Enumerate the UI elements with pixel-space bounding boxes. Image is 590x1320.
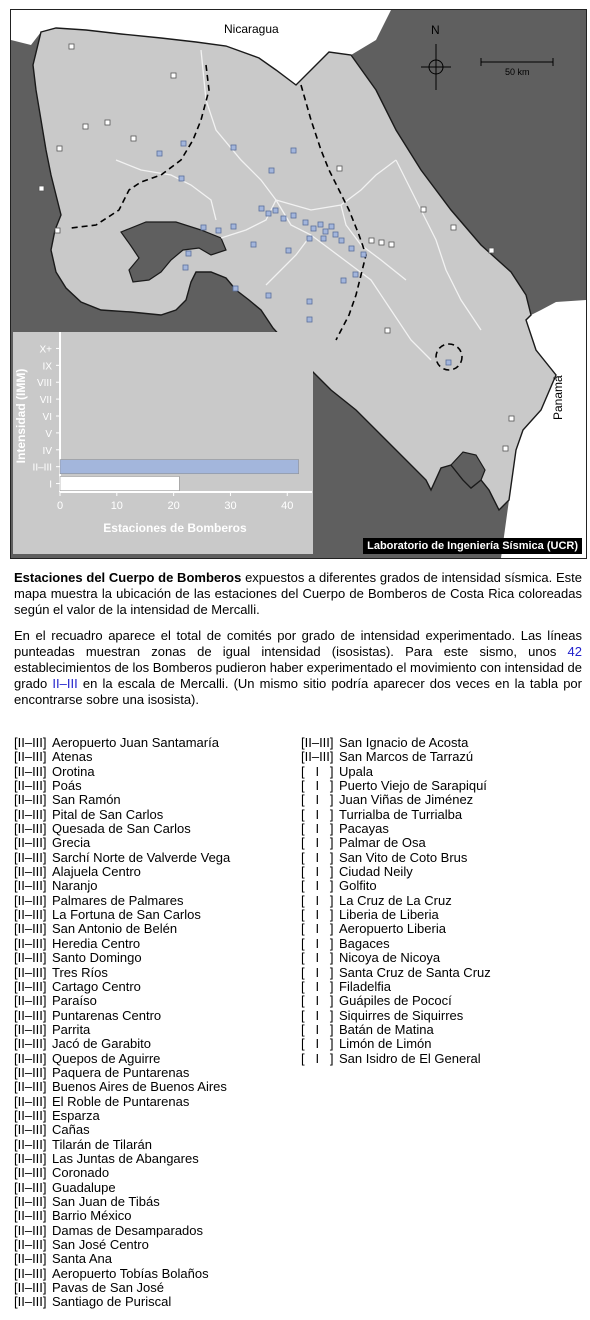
caption-title: Estaciones del Cuerpo de Bomberos [14, 570, 242, 585]
station-marker [379, 240, 384, 245]
intensity-level: [II–III] [14, 1093, 47, 1109]
list-item [14, 750, 230, 764]
intensity-level: [ I ] [301, 1007, 334, 1023]
bar-II–III [60, 460, 299, 474]
station-list-left [14, 736, 230, 1310]
list-item [301, 894, 491, 908]
list-item [14, 1166, 230, 1180]
list-item [14, 1095, 230, 1109]
list-item [301, 1023, 491, 1037]
station-marker [311, 226, 316, 231]
station-name: Juan Viñas de Jiménez [339, 792, 474, 808]
intensity-level: [ I ] [301, 778, 334, 794]
intensity-level: [II–III] [301, 735, 334, 750]
intensity-level: [II–III] [14, 1165, 47, 1181]
station-name: La Fortuna de San Carlos [52, 907, 201, 923]
intensity-level: [II–III] [14, 907, 47, 923]
station-marker [286, 248, 291, 253]
station-marker [181, 141, 186, 146]
station-marker [341, 278, 346, 283]
station-name: Buenos Aires de Buenos Aires [52, 1079, 227, 1095]
intensity-level: [ I ] [301, 935, 334, 951]
x-tick-label: 20 [167, 500, 180, 512]
list-item [301, 980, 491, 994]
caption-text-2a: En el recuadro aparece el total de comités por grado de intensidad experimentado. Las líneas punteadas muestran zonas de igual intensidad (isosistas). Para este sismo, unos [14, 628, 582, 659]
scale-bar [481, 58, 553, 66]
list-item [301, 822, 491, 836]
list-item [14, 1281, 230, 1295]
station-marker [291, 213, 296, 218]
station-marker [201, 225, 206, 230]
intensity-level: [II–III] [14, 950, 47, 966]
station-name: Turrialba de Turrialba [339, 806, 463, 822]
station-marker [329, 224, 334, 229]
station-name: Santo Domingo [52, 950, 142, 966]
intensity-level: [II–III] [14, 892, 47, 908]
intensity-level: [II–III] [14, 993, 47, 1009]
list-item [301, 808, 491, 822]
intensity-level: [ I ] [301, 792, 334, 808]
list-item [14, 908, 230, 922]
north-label: N [431, 23, 440, 37]
intensity-level: [ I ] [301, 950, 334, 966]
intensity-level: [II–III] [14, 749, 47, 765]
list-item [14, 736, 230, 750]
station-name: Quepos de Aguirre [52, 1050, 161, 1066]
list-item [14, 1152, 230, 1166]
y-tick-label: X+ [39, 344, 52, 356]
station-name: Paquera de Puntarenas [52, 1064, 190, 1080]
intensity-level: [II–III] [14, 978, 47, 994]
station-marker [307, 317, 312, 322]
map-credit: Laboratorio de Ingeniería Sísmica (UCR) [363, 538, 582, 554]
station-name: Poás [52, 778, 82, 794]
list-item [14, 1037, 230, 1051]
list-item [14, 1181, 230, 1195]
scale-label: 50 km [505, 67, 530, 77]
panama-label: Panamá [551, 375, 565, 420]
station-marker [69, 44, 74, 49]
station-name: Upala [339, 763, 373, 779]
intensity-level: [II–III] [14, 1280, 47, 1296]
intensity-level: [ I ] [301, 907, 334, 923]
intensity-level: [II–III] [14, 1122, 47, 1138]
station-marker [321, 236, 326, 241]
station-name: Puntarenas Centro [52, 1007, 162, 1023]
station-marker [131, 136, 136, 141]
station-name: Guadalupe [52, 1179, 116, 1195]
station-name: Paraíso [52, 993, 97, 1009]
station-marker [489, 248, 494, 253]
station-marker [385, 328, 390, 333]
station-name: Las Juntas de Abangares [52, 1150, 199, 1166]
north-arrow-icon [421, 44, 451, 90]
station-marker [509, 416, 514, 421]
list-item [14, 1252, 230, 1266]
station-name: Liberia de Liberia [339, 907, 439, 923]
intensity-level: [II–III] [14, 1079, 47, 1095]
station-name: Palmar de Osa [339, 835, 426, 851]
intensity-level: [ I ] [301, 763, 334, 779]
list-item [301, 994, 491, 1008]
list-item [14, 1009, 230, 1023]
list-item [14, 966, 230, 980]
list-item [301, 750, 491, 764]
intensity-level: [II–III] [14, 878, 47, 894]
list-item [14, 1138, 230, 1152]
station-marker [273, 208, 278, 213]
station-marker [259, 206, 264, 211]
nicaragua-label: Nicaragua [224, 22, 279, 36]
station-marker [323, 229, 328, 234]
list-item [14, 836, 230, 850]
station-marker [303, 220, 308, 225]
list-item [301, 1009, 491, 1023]
station-name: San José Centro [52, 1237, 149, 1253]
station-name: Aeropuerto Liberia [339, 921, 446, 937]
station-name: Parrita [52, 1021, 91, 1037]
station-name: Batán de Matina [339, 1021, 434, 1037]
list-item [14, 793, 230, 807]
station-marker [389, 242, 394, 247]
station-name: Santiago de Puriscal [52, 1294, 172, 1310]
station-name: Barrio México [52, 1208, 132, 1224]
station-name: Naranjo [52, 878, 98, 894]
station-marker [337, 166, 342, 171]
intensity-level: [ I ] [301, 878, 334, 894]
list-item [301, 908, 491, 922]
intensity-level: [II–III] [14, 921, 47, 937]
map-canvas [11, 10, 586, 558]
station-marker [266, 211, 271, 216]
station-name: Cañas [52, 1122, 90, 1138]
caption-paragraph-2 [14, 628, 582, 708]
station-name: Bagaces [339, 935, 390, 951]
station-marker [446, 360, 451, 365]
list-item [14, 937, 230, 951]
intensity-level: [II–III] [14, 835, 47, 851]
intensity-level: [II–III] [14, 1222, 47, 1238]
station-marker [361, 252, 366, 257]
intensity-level: [ I ] [301, 978, 334, 994]
station-marker [349, 246, 354, 251]
station-name: Damas de Desamparados [52, 1222, 204, 1238]
station-name: Siquirres de Siquirres [339, 1007, 464, 1023]
bar-I [60, 476, 179, 490]
station-name: Tres Ríos [52, 964, 108, 980]
list-item [14, 879, 230, 893]
list-item [14, 822, 230, 836]
station-marker [251, 242, 256, 247]
intensity-level: [ I ] [301, 993, 334, 1009]
list-item [301, 1052, 491, 1066]
y-tick-label: V [45, 428, 52, 440]
intensity-level: [II–III] [14, 792, 47, 808]
station-marker [369, 238, 374, 243]
intensity-level: [II–III] [14, 935, 47, 951]
intensity-level: [ I ] [301, 1021, 334, 1037]
intensity-level: [ I ] [301, 1050, 334, 1066]
station-marker [269, 168, 274, 173]
station-name: Filadelfia [339, 978, 392, 994]
station-marker [307, 299, 312, 304]
station-name: San Marcos de Tarrazú [339, 749, 474, 765]
intensity-level: [ I ] [301, 806, 334, 822]
list-item [301, 922, 491, 936]
list-item [301, 793, 491, 807]
intensity-level: [II–III] [14, 1107, 47, 1123]
intensity-level: [ I ] [301, 892, 334, 908]
station-name: Pital de San Carlos [52, 806, 164, 822]
station-name: San Antonio de Belén [52, 921, 178, 937]
intensity-level: [II–III] [14, 1194, 47, 1209]
caption-text-2c: en la escala de Mercalli. (Un mismo sitio podría aparecer dos veces en la tabla por encontrarse sobre una isosista). [14, 676, 582, 707]
list-item [14, 1052, 230, 1066]
station-name: Aeropuerto Juan Santamaría [52, 735, 219, 750]
station-name: Pavas de San José [52, 1280, 165, 1296]
caption-paragraph-1 [14, 570, 582, 618]
intensity-level: [ I ] [301, 1036, 334, 1052]
list-item [14, 951, 230, 965]
station-name: Limón de Limón [339, 1036, 432, 1052]
intensity-level: [II–III] [14, 1036, 47, 1052]
station-marker [333, 232, 338, 237]
station-name: Esparza [52, 1107, 100, 1123]
station-name: Pacayas [339, 821, 389, 837]
intensity-level: [II–III] [14, 763, 47, 779]
station-marker [83, 124, 88, 129]
x-tick-label: 40 [281, 500, 294, 512]
intensity-level: [II–III] [14, 778, 47, 794]
list-item [14, 865, 230, 879]
station-name: Nicoya de Nicoya [339, 950, 441, 966]
station-marker [171, 73, 176, 78]
x-tick-label: 30 [224, 500, 237, 512]
station-marker [233, 286, 238, 291]
y-tick-label: IX [42, 361, 52, 373]
list-item [14, 1224, 230, 1238]
list-item [301, 1037, 491, 1051]
station-name: San Ramón [52, 792, 121, 808]
list-item [301, 937, 491, 951]
y-tick-label: I [49, 479, 52, 491]
station-marker [39, 186, 44, 191]
station-name: San Ignacio de Acosta [339, 735, 469, 750]
list-item [14, 922, 230, 936]
station-name: El Roble de Puntarenas [52, 1093, 190, 1109]
intensity-level: [II–III] [14, 1136, 47, 1152]
intensity-level: [II–III] [14, 821, 47, 837]
intensity-grade: II–III [52, 676, 78, 691]
list-item [14, 1123, 230, 1137]
station-marker [291, 148, 296, 153]
seismic-map [10, 9, 587, 559]
intensity-level: [II–III] [14, 849, 47, 865]
y-axis-label: Intensidad (IMM) [14, 368, 28, 464]
x-axis-label: Estaciones de Bomberos [103, 521, 247, 535]
list-item [14, 980, 230, 994]
station-marker [318, 222, 323, 227]
list-item [301, 779, 491, 793]
station-name: Orotina [52, 763, 95, 779]
intensity-level: [II–III] [301, 749, 334, 765]
list-item [301, 736, 491, 750]
y-tick-label: VIII [36, 378, 52, 390]
list-item [301, 966, 491, 980]
list-item [301, 765, 491, 779]
station-marker [503, 446, 508, 451]
station-marker [339, 238, 344, 243]
intensity-level: [II–III] [14, 1265, 47, 1281]
station-name: Jacó de Garabito [52, 1036, 152, 1052]
station-name: San Isidro de El General [339, 1050, 481, 1066]
y-tick-label: VI [42, 412, 52, 423]
station-name: Santa Ana [52, 1251, 112, 1267]
list-item [301, 951, 491, 965]
x-tick-label: 0 [56, 500, 64, 512]
station-marker [421, 207, 426, 212]
list-item [14, 1238, 230, 1252]
list-item [14, 1023, 230, 1037]
list-item [301, 865, 491, 879]
list-item [14, 1209, 230, 1223]
station-marker [186, 251, 191, 256]
station-name: Tilarán de Tilarán [52, 1136, 152, 1152]
intensity-level: [ I ] [301, 864, 334, 880]
y-tick-label: II–III [32, 462, 52, 474]
station-name: Coronado [52, 1165, 110, 1181]
station-name: Palmares de Palmares [52, 892, 184, 908]
intensity-level: [ I ] [301, 821, 334, 837]
intensity-level: [II–III] [14, 735, 47, 750]
list-item [14, 808, 230, 822]
list-item [301, 879, 491, 893]
station-marker [57, 146, 62, 151]
intensity-level: [II–III] [14, 1007, 47, 1023]
list-item [14, 851, 230, 865]
list-item [14, 894, 230, 908]
list-item [301, 851, 491, 865]
list-item [14, 1066, 230, 1080]
x-tick-label: 10 [110, 500, 123, 512]
station-count: 42 [567, 644, 582, 659]
intensity-level: [II–III] [14, 1294, 47, 1310]
intensity-level: [II–III] [14, 1179, 47, 1195]
intensity-level: [ I ] [301, 849, 334, 865]
list-item [301, 836, 491, 850]
station-name: Heredia Centro [52, 935, 141, 951]
station-name: Quesada de San Carlos [52, 821, 191, 837]
station-list-right [301, 736, 491, 1066]
y-tick-label: IV [42, 445, 52, 457]
intensity-level: [II–III] [14, 1237, 47, 1253]
station-name: Guápiles de Pococí [339, 993, 452, 1009]
station-marker [216, 228, 221, 233]
list-item [14, 1295, 230, 1309]
station-marker [281, 216, 286, 221]
station-marker [307, 236, 312, 241]
list-item [14, 1267, 230, 1281]
station-name: San Vito de Coto Brus [339, 849, 468, 865]
list-item [14, 994, 230, 1008]
intensity-level: [II–III] [14, 1050, 47, 1066]
station-name: Cartago Centro [52, 978, 141, 994]
station-name: Atenas [52, 749, 93, 765]
station-name: Sarchí Norte de Valverde Vega [52, 849, 231, 865]
station-name: Santa Cruz de Santa Cruz [339, 964, 491, 980]
station-marker [55, 228, 60, 233]
station-name: San Juan de Tibás [52, 1194, 160, 1209]
station-marker [231, 145, 236, 150]
list-item [14, 1109, 230, 1123]
list-item [14, 779, 230, 793]
intensity-level: [II–III] [14, 1251, 47, 1267]
intensity-level: [ I ] [301, 835, 334, 851]
intensity-level: [II–III] [14, 1021, 47, 1037]
list-item [14, 765, 230, 779]
station-marker [179, 176, 184, 181]
station-name: Golfito [339, 878, 377, 894]
intensity-level: [ I ] [301, 964, 334, 980]
intensity-level: [II–III] [14, 1150, 47, 1166]
intensity-level: [ I ] [301, 921, 334, 937]
station-name: Puerto Viejo de Sarapiquí [339, 778, 487, 794]
intensity-level: [II–III] [14, 1064, 47, 1080]
station-name: Alajuela Centro [52, 864, 141, 880]
station-name: Aeropuerto Tobías Bolaños [52, 1265, 209, 1281]
list-item [14, 1080, 230, 1094]
station-marker [183, 265, 188, 270]
station-marker [451, 225, 456, 230]
intensity-level: [II–III] [14, 1208, 47, 1224]
caption [14, 570, 582, 718]
intensity-level: [II–III] [14, 806, 47, 822]
station-name: Ciudad Neily [339, 864, 413, 880]
station-marker [157, 151, 162, 156]
station-marker [105, 120, 110, 125]
y-tick-label: VII [39, 395, 52, 407]
intensity-level: [II–III] [14, 964, 47, 980]
caption-text-2b: establecimientos de los Bomberos pudieron haber experimentado el movimiento con intensidad de grado [14, 660, 583, 691]
caption-text-1: expuestos a diferentes grados de intensidad sísmica. Este mapa muestra la ubicación de las estaciones del Cuerpo de Bomberos de Costa Rica coloreadas según el valor de la intensidad de Mercalli. [14, 570, 582, 617]
station-marker [353, 272, 358, 277]
station-name: La Cruz de La Cruz [339, 892, 452, 908]
station-marker [266, 293, 271, 298]
list-item [14, 1195, 230, 1209]
station-marker [231, 224, 236, 229]
intensity-level: [II–III] [14, 864, 47, 880]
station-name: Grecia [52, 835, 91, 851]
